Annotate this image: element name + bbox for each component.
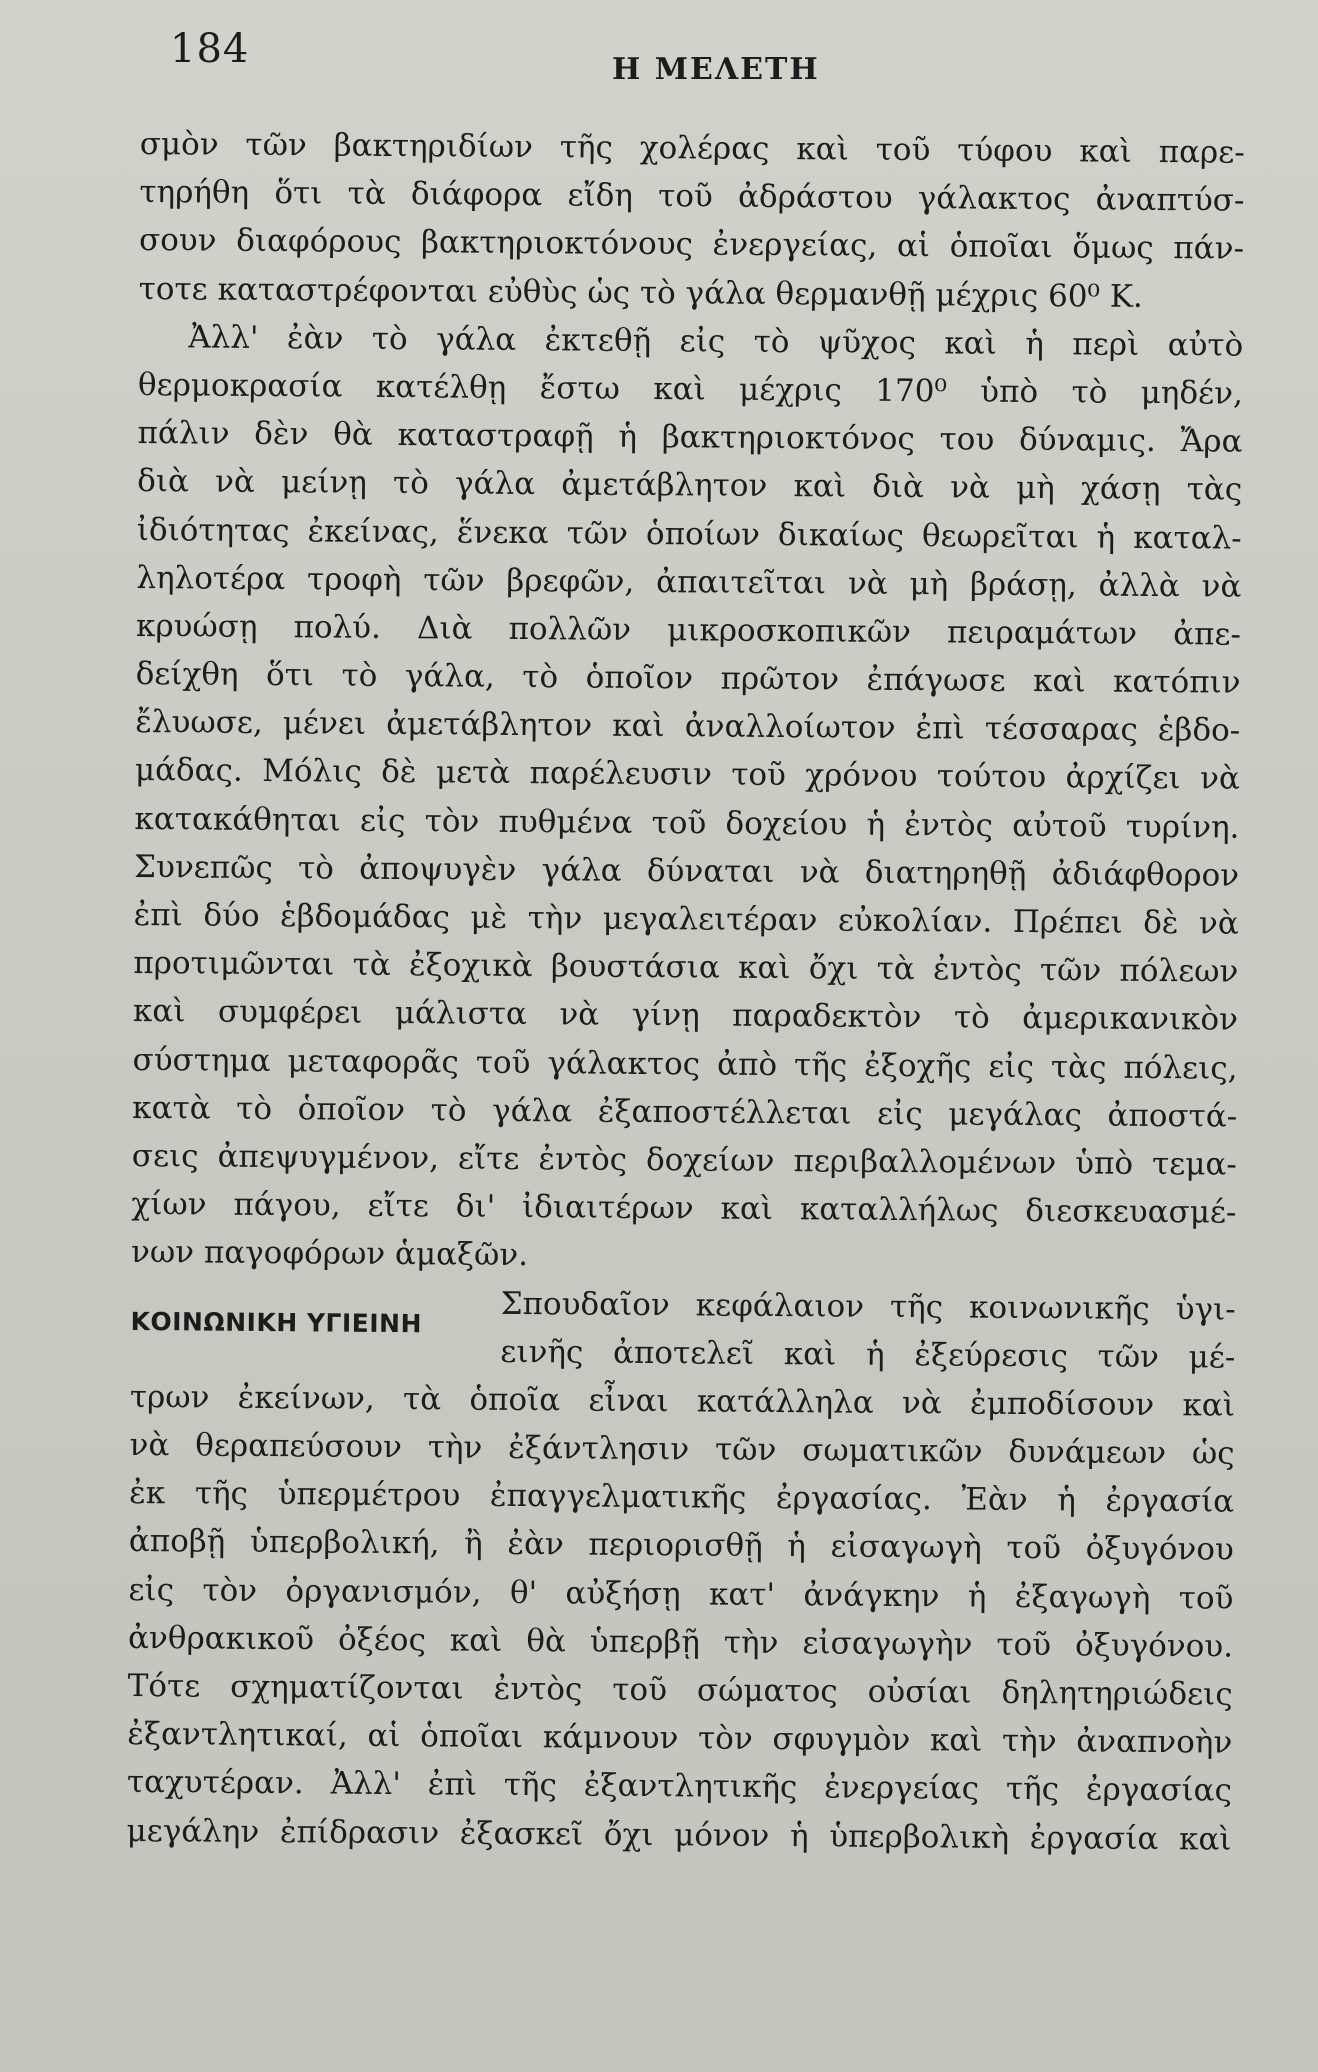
text-line: τοτε καταστρέφονται εὐθὺς ὡς τὸ γάλα θερμανθῇ μέχρις 60⁰ Κ.: [138, 270, 1143, 315]
text-line: μάδας. Μόλις δὲ μετὰ παρέλευσιν τοῦ χρόνου τούτου ἀρχίζει νὰ: [134, 752, 1240, 798]
text-line: χίων πάγου, εἴτε δι' ἰδιαιτέρων καὶ καταλλήλως διεσκευασμέ-: [131, 1186, 1237, 1231]
text-line: εἰς τὸν ὀργανισμόν, θ' αὐξήσῃ κατ' ἀνάγκην ἡ ἐξαγωγὴ τοῦ: [128, 1571, 1234, 1617]
page-number: 184: [170, 26, 250, 72]
text-line: κατὰ τὸ ὁποῖον τὸ γάλα ἐξαποστέλλεται εἰς μεγάλας ἀποστά-: [132, 1089, 1238, 1135]
text-line: ληλοτέρα τροφὴ τῶν βρεφῶν, ἀπαιτεῖται νὰ μὴ βράσῃ, ἀλλὰ νὰ: [136, 559, 1242, 605]
text-line: ἐξαντλητικαί, αἱ ὁποῖαι κάμνουν τὸν σφυγμὸν καὶ τὴν ἀναπνοὴν: [127, 1716, 1233, 1761]
text-line: σουν διαφόρους βακτηριοκτόνους ἐνεργείας, αἱ ὁποῖαι ὅμως πάν-: [138, 222, 1245, 268]
text-line: ταχυτέραν. Ἀλλ' ἐπὶ τῆς ἐξαντλητικῆς ἐνεργείας τῆς ἐργασίας: [126, 1764, 1233, 1810]
text-line: τηρήθη ὅτι τὰ διάφορα εἴδη τοῦ ἀδράστου γάλακτος ἀναπτύσ-: [139, 174, 1245, 219]
text-line: ἀποβῇ ὑπερβολική, ἢ ἐὰν περιορισθῇ ἡ εἰσαγωγὴ τοῦ ὀξυγόνου: [128, 1523, 1234, 1569]
text-line: Σπουδαῖον κεφάλαιον τῆς κοινωνικῆς ὑγι-: [500, 1285, 1236, 1328]
text-line: νὰ θεραπεύσουν τὴν ἐξάντλησιν τῶν σωματικῶν δυνάμεων ὡς: [129, 1427, 1235, 1472]
text-line: ἰδιότητας ἐκείνας, ἕνεκα τῶν ὁποίων δικαίως θεωρεῖται ἡ καταλ-: [136, 511, 1242, 557]
text-line: Τότε σχηματίζονται ἐντὸς τοῦ σώματος οὐσίαι δηλητηριώδεις: [127, 1667, 1233, 1713]
body-text: [126, 120, 1245, 1863]
text-line: ἐκ τῆς ὑπερμέτρου ἐπαγγελματικῆς ἐργασίας. Ἐὰν ἡ ἐργασία: [129, 1475, 1235, 1520]
text-line: σμὸν τῶν βακτηριδίων τῆς χολέρας καὶ τοῦ τύφου καὶ παρε-: [139, 125, 1245, 171]
paragraph-milk-cooling: [131, 313, 1244, 1285]
text-line: μεγάλην ἐπίδρασιν ἐξασκεῖ ὄχι μόνον ἡ ὑπερβολικὴ ἐργασία καὶ: [126, 1812, 1232, 1858]
section-heading: ΚΟΙΝΩΝΙΚΗ ΥΓΙΕΙΝΗ: [130, 1306, 423, 1338]
text-line: εινῆς ἀποτελεῖ καὶ ἡ ἐξεύρεσις τῶν μέ-: [500, 1333, 1236, 1376]
text-line: ἀνθρακικοῦ ὀξέος καὶ θὰ ὑπερβῇ τὴν εἰσαγωγὴν τοῦ ὀξυγόνου.: [127, 1619, 1234, 1665]
text-line: προτιμῶνται τὰ ἐξοχικὰ βουστάσια καὶ ὄχι τὰ ἐντὸς τῶν πόλεων: [133, 945, 1239, 990]
text-line: κρυώσῃ πολύ. Διὰ πολλῶν μικροσκοπικῶν πειραμάτων ἀπε-: [135, 607, 1242, 653]
text-line: ἔλυωσε, μένει ἀμετάβλητον καὶ ἀναλλοίωτον ἐπὶ τέσσαρας ἑβδο-: [135, 704, 1241, 749]
text-line: Ἀλλ' ἐὰν τὸ γάλα ἐκτεθῇ εἰς τὸ ψῦχος καὶ ἡ περὶ αὐτὸ: [188, 319, 1244, 364]
text-line: καὶ συμφέρει μάλιστα νὰ γίνῃ παραδεκτὸν τὸ ἀμερικανικὸν: [132, 993, 1239, 1039]
running-title: Η ΜΕΛΕΤΗ: [612, 52, 820, 87]
text-line: σεις ἀπεψυγμένον, εἴτε ἐντὸς δοχείων περιβαλλομένων ὑπὸ τεμα-: [131, 1137, 1237, 1183]
paragraph-continued: [138, 120, 1244, 321]
text-line: σύστημα μεταφορᾶς τοῦ γάλακτος ἀπὸ τῆς ἐξοχῆς εἰς τὰς πόλεις,: [132, 1041, 1238, 1087]
text-line: τρων ἐκείνων, τὰ ὁποῖα εἶναι κατάλληλα νὰ ἐμποδίσουν καὶ: [129, 1378, 1236, 1424]
text-line: Συνεπῶς τὸ ἀποψυγὲν γάλα δύναται νὰ διατηρηθῇ ἀδιάφθορον: [133, 848, 1240, 894]
section-social-hygiene: [126, 1276, 1236, 1863]
text-line: πάλιν δὲν θὰ καταστραφῇ ἡ βακτηριοκτόνος του δύναμις. Ἄρα: [137, 415, 1243, 460]
text-line: διὰ νὰ μείνῃ τὸ γάλα ἀμετάβλητον καὶ διὰ νὰ μὴ χάσῃ τὰς: [137, 463, 1243, 508]
text-line: δείχθη ὅτι τὸ γάλα, τὸ ὁποῖον πρῶτον ἐπάγωσε καὶ κατόπιν: [135, 656, 1241, 701]
text-line: κατακάθηται εἰς τὸν πυθμένα τοῦ δοχείου ἡ ἐντὸς αὐτοῦ τυρίνη.: [134, 800, 1240, 846]
text-line: νων παγοφόρων ἁμαξῶν.: [130, 1234, 529, 1274]
text-line: ἐπὶ δύο ἑβδομάδας μὲ τὴν μεγαλειτέραν εὐκολίαν. Πρέπει δὲ νὰ: [133, 896, 1239, 942]
text-line: θερμοκρασία κατέλθῃ ἔστω καὶ μέχρις 170⁰ ὑπὸ τὸ μηδέν,: [137, 366, 1244, 412]
